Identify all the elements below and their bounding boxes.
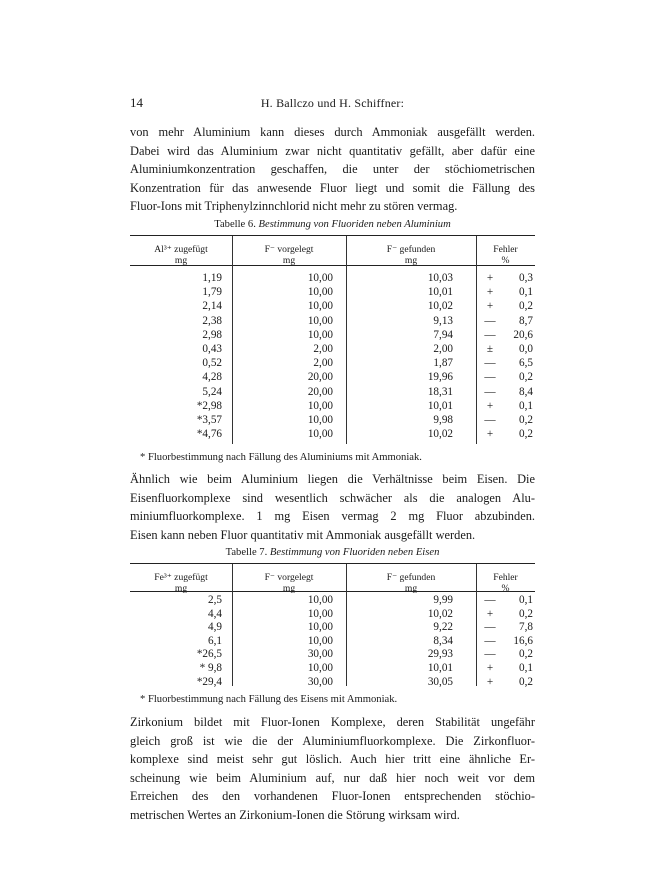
table-row: [130, 662, 535, 675]
cell-added: 1,19: [202, 272, 222, 284]
table7-caption-title: Bestimmung von Fluoriden neben Eisen: [269, 547, 440, 558]
text-line: Zirkonium bildet mit Fluor-Ionen Komplexe, deren Stabilität ungefähr: [130, 715, 535, 729]
text-line: Ähnlich wie beim Aluminium liegen die Verhältnisse beim Eisen. Die: [130, 472, 535, 486]
header-label: Fehler: [493, 244, 518, 255]
table-row: [130, 676, 535, 689]
cell-added: 2,38: [202, 314, 222, 327]
header-unit: mg: [282, 583, 296, 594]
cell-vorgelegt: 30,00: [307, 648, 333, 661]
table7-top-rule: [130, 563, 535, 564]
cell-vorgelegt: 30,00: [307, 675, 333, 688]
table-row: [130, 594, 535, 607]
cell-error-value: 0,1: [519, 662, 533, 674]
cell-vorgelegt: 10,00: [307, 621, 333, 634]
cell-gefunden: 10,02: [427, 428, 453, 441]
cell-error-sign: —: [484, 314, 496, 327]
cell-vorgelegt: 10,00: [307, 272, 333, 284]
running-head: H. Ballczo und H. Schiffner:: [260, 96, 405, 110]
table-row: [130, 272, 535, 285]
table6-header-f-vorgelegt: [232, 244, 346, 266]
table-row: [130, 386, 535, 399]
cell-error-sign: —: [484, 371, 496, 384]
cell-error-value: 0,2: [519, 300, 533, 313]
cell-vorgelegt: 20,00: [307, 371, 333, 384]
cell-error-sign: —: [484, 634, 496, 647]
table-row: [130, 400, 535, 413]
cell-vorgelegt: 10,00: [307, 662, 333, 674]
cell-gefunden: 8,34: [433, 634, 453, 647]
cell-added: 0,52: [202, 357, 222, 370]
table-row: [130, 428, 535, 441]
cell-error-sign: +: [486, 286, 494, 299]
cell-gefunden: 19,96: [427, 371, 453, 384]
header-unit: mg: [404, 583, 418, 594]
cell-added: *29,4: [196, 675, 222, 688]
cell-error-sign: +: [486, 300, 494, 313]
table-row: [130, 621, 535, 634]
cell-error-value: 6,5: [519, 357, 533, 370]
table-row: [130, 608, 535, 621]
cell-error-sign: +: [486, 662, 494, 674]
cell-vorgelegt: 20,00: [307, 385, 333, 398]
cell-vorgelegt: 10,00: [307, 594, 333, 606]
table7-caption: [130, 547, 535, 558]
cell-vorgelegt: 10,00: [307, 399, 333, 412]
table6-footnote: * Fluorbestimmung nach Fällung des Aluminiums mit Ammoniak.: [140, 452, 422, 463]
text-line: metrischen Wertes an Zirkonium-Ionen die Störung wirksam wird.: [130, 807, 460, 822]
cell-gefunden: 2,00: [433, 343, 453, 355]
cell-error-value: 0,1: [519, 286, 533, 299]
page-number: 14: [130, 95, 143, 110]
header-unit: %: [501, 255, 510, 266]
cell-error-value: 0,2: [519, 648, 533, 661]
cell-gefunden: 10,01: [427, 286, 453, 299]
cell-gefunden: 10,02: [427, 607, 453, 620]
cell-vorgelegt: 10,00: [307, 607, 333, 620]
cell-gefunden: 29,93: [427, 648, 453, 661]
cell-added: *4,76: [196, 428, 222, 441]
table-row: [130, 357, 535, 370]
cell-added: *2,98: [196, 399, 222, 412]
header-unit: mg: [404, 255, 418, 266]
cell-error-sign: +: [486, 675, 494, 688]
cell-vorgelegt: 10,00: [307, 300, 333, 313]
text-line: Erreichen des den vorhandenen Fluor-Ionen entsprechenden stöchio-: [130, 789, 535, 803]
table6-header-fehler: [476, 244, 535, 266]
table6-header-al: [130, 244, 232, 266]
header-unit: mg: [282, 255, 296, 266]
cell-error-sign: —: [484, 621, 496, 634]
cell-gefunden: 7,94: [433, 328, 453, 341]
text-line: scheinung wie beim Aluminium auf, nur daß hier noch weit vor dem: [130, 770, 535, 785]
table-row: [130, 315, 535, 328]
text-line: Eisenfluorkomplexe sind wesentlich schwächer als die analogen Alu-: [130, 490, 535, 505]
cell-vorgelegt: 10,00: [307, 414, 333, 426]
cell-error-sign: +: [486, 607, 494, 620]
cell-gefunden: 18,31: [427, 385, 453, 398]
cell-added: 5,24: [202, 385, 222, 398]
table-row: [130, 635, 535, 648]
cell-error-sign: +: [486, 428, 494, 441]
cell-error-value: 0,3: [519, 272, 533, 284]
cell-error-value: 7,8: [519, 621, 533, 634]
table-row: [130, 414, 535, 427]
text-line: komplexe sind meist sehr gut löslich. Auch hier tritt eine ähnliche Er-: [130, 752, 535, 766]
cell-vorgelegt: 10,00: [307, 428, 333, 441]
cell-added: *3,57: [196, 414, 222, 426]
cell-gefunden: 30,05: [427, 675, 453, 688]
cell-error-value: 0,2: [519, 607, 533, 620]
text-line: von mehr Aluminium kann dieses durch Ammoniak ausgefällt werden.: [130, 125, 535, 139]
cell-error-value: 0,2: [519, 428, 533, 441]
cell-added: * 9,8: [199, 662, 222, 674]
table6-top-rule: [130, 235, 535, 236]
table-row: [130, 648, 535, 661]
cell-error-value: 8,7: [519, 314, 533, 327]
cell-error-value: 0,2: [519, 371, 533, 384]
cell-gefunden: 9,98: [433, 414, 453, 426]
cell-error-value: 20,6: [513, 328, 533, 341]
cell-vorgelegt: 10,00: [307, 314, 333, 327]
table-row: [130, 329, 535, 342]
page-header: [130, 95, 535, 113]
cell-gefunden: 10,02: [427, 300, 453, 313]
cell-error-sign: +: [486, 272, 494, 284]
cell-vorgelegt: 2,00: [313, 343, 333, 355]
paragraph-zirkonium: [130, 713, 535, 824]
header-unit: %: [501, 583, 510, 594]
cell-error-sign: ±: [486, 343, 494, 355]
cell-added: *26,5: [196, 648, 222, 661]
table7-footnote: * Fluorbestimmung nach Fällung des Eisens mit Ammoniak.: [140, 694, 398, 705]
cell-error-sign: +: [486, 399, 494, 412]
cell-error-value: 0,0: [519, 343, 533, 355]
paragraph-eisen: [130, 470, 535, 544]
cell-error-sign: —: [484, 357, 496, 370]
cell-error-value: 16,6: [513, 634, 533, 647]
header-unit: mg: [174, 255, 188, 266]
cell-error-sign: —: [484, 328, 496, 341]
header-label: F⁻ vorgelegt: [264, 244, 314, 255]
cell-added: 4,28: [202, 371, 222, 384]
cell-added: 4,9: [208, 621, 222, 634]
cell-error-sign: —: [484, 385, 496, 398]
header-label: F⁻ gefunden: [386, 572, 436, 583]
cell-gefunden: 10,01: [427, 662, 453, 674]
table6-header-rule: [130, 265, 535, 266]
table-row: [130, 286, 535, 299]
cell-added: 2,5: [208, 594, 222, 606]
table7-header-rule: [130, 591, 535, 592]
text-line: Dabei wird das Aluminium zwar nicht quantitativ gefällt, aber dafür eine: [130, 143, 535, 158]
cell-vorgelegt: 2,00: [313, 357, 333, 370]
cell-error-value: 0,2: [519, 675, 533, 688]
table-row: [130, 371, 535, 384]
cell-vorgelegt: 10,00: [307, 286, 333, 299]
table6-caption-label: Tabelle 6.: [214, 219, 256, 230]
cell-error-sign: —: [484, 594, 496, 606]
header-label: Fehler: [493, 572, 518, 583]
header-label: Al³⁺ zugefügt: [154, 244, 208, 255]
cell-added: 0,43: [202, 343, 222, 355]
cell-added: 4,4: [208, 607, 222, 620]
cell-vorgelegt: 10,00: [307, 328, 333, 341]
header-label: F⁻ gefunden: [386, 244, 436, 255]
paragraph-intro: [130, 123, 535, 216]
cell-added: 1,79: [202, 286, 222, 299]
cell-error-sign: —: [484, 414, 496, 426]
cell-added: 6,1: [208, 634, 222, 647]
table6-header-f-gefunden: [346, 244, 476, 266]
cell-added: 2,98: [202, 328, 222, 341]
text-line: Aluminiumkonzentration geschaffen, die unter der stöchiometrischen: [130, 162, 535, 176]
text-line: gleich groß ist wie die der Aluminiumfluorkomplexe. Die Zirkonfluor-: [130, 733, 535, 748]
header-label: Fe³⁺ zugefügt: [154, 572, 208, 583]
text-line: Konzentration für das anwesende Fluor liegt und somit die Fällung des: [130, 180, 535, 195]
cell-gefunden: 10,03: [427, 272, 453, 284]
table6-caption: [130, 219, 535, 230]
table-row: [130, 300, 535, 313]
cell-error-value: 0,2: [519, 414, 533, 426]
table6-caption-title: Bestimmung von Fluoriden neben Aluminium: [258, 219, 451, 230]
cell-gefunden: 9,22: [433, 621, 453, 634]
table7-caption-label: Tabelle 7.: [225, 547, 268, 558]
cell-error-sign: —: [484, 648, 496, 661]
text-line: Fluor-Ions mit Triphenylzinnchlorid nicht mehr zu stören vermag.: [130, 199, 458, 213]
header-label: F⁻ vorgelegt: [264, 572, 314, 583]
header-unit: mg: [174, 583, 188, 594]
cell-gefunden: 10,01: [427, 399, 453, 412]
cell-vorgelegt: 10,00: [307, 634, 333, 647]
text-line: Eisen kann neben Fluor quantitativ mit Ammoniak ausgefällt werden.: [130, 527, 476, 542]
cell-gefunden: 9,99: [433, 594, 453, 606]
text-line: miniumfluorkomplexe. 1 mg Eisen vermag 2 mg Fluor abzubinden.: [130, 509, 535, 523]
cell-gefunden: 9,13: [433, 314, 453, 327]
cell-gefunden: 1,87: [433, 357, 453, 370]
cell-error-value: 0,1: [519, 594, 533, 606]
cell-added: 2,14: [202, 300, 222, 313]
cell-error-value: 8,4: [519, 385, 533, 398]
table-row: [130, 343, 535, 356]
cell-error-value: 0,1: [519, 399, 533, 412]
